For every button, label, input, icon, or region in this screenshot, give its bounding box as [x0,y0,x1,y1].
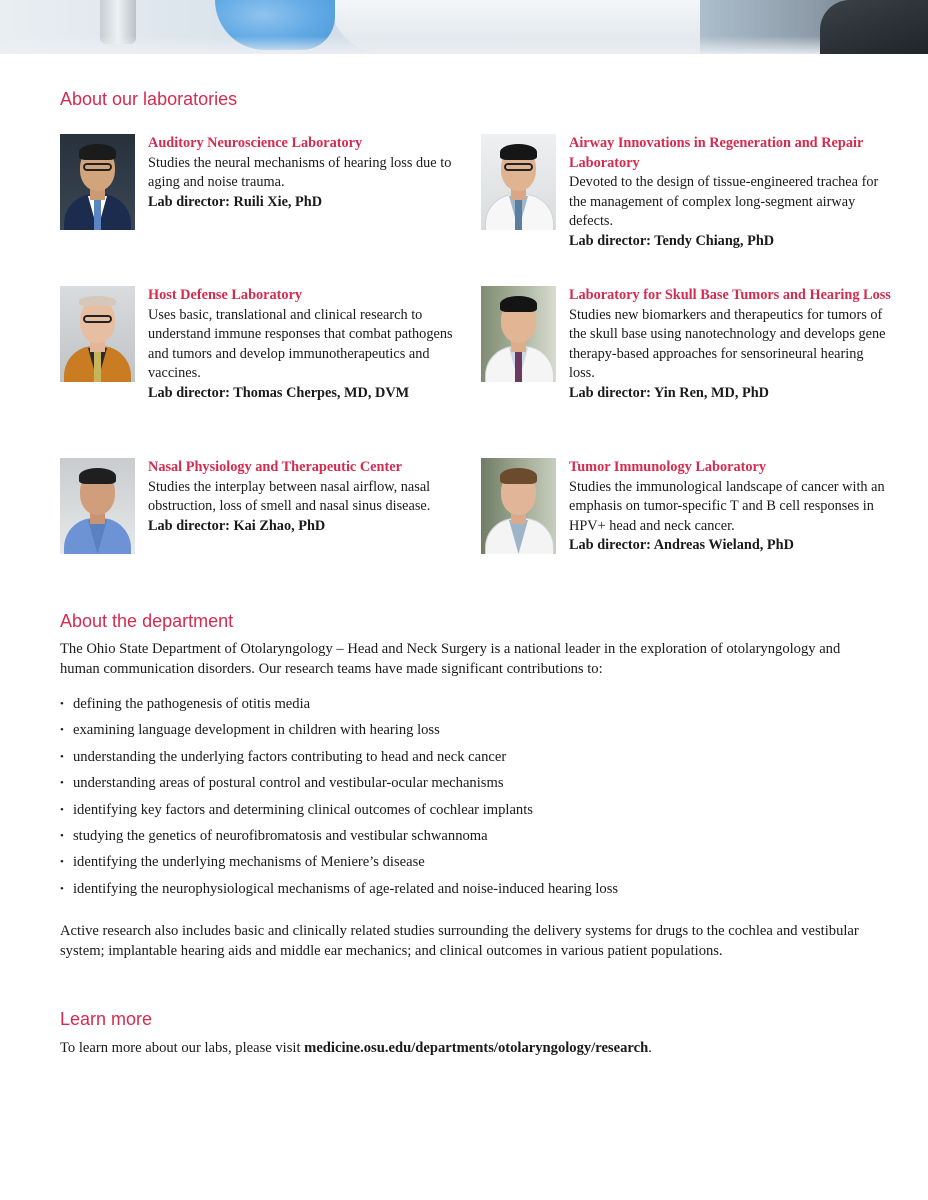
lab-director: Lab director: Thomas Cherpes, MD, DVM [148,384,410,401]
lab-director: Lab director: Tendy Chiang, PhD [569,232,775,249]
list-item: • understanding the underlying factors contributing to head and neck cancer [60,747,880,773]
learn-more-text: To learn more about our labs, please visit [60,1040,305,1056]
lab-name: Airway Innovations in Regeneration and Repair Laboratory [569,135,864,171]
department-intro: The Ohio State Department of Otolaryngology – Head and Neck Surgery is a national leader in the exploration of otolaryngology and human communication disorders. Our research teams have made significant contributions to: [60,641,841,677]
lab-name: Nasal Physiology and Therapeutic Center [148,459,402,475]
learn-more-heading: Learn more [60,1009,153,1029]
lab-director: Lab director: Kai Zhao, PhD [148,517,326,534]
lab-name: Laboratory for Skull Base Tumors and Hearing Loss [569,287,891,303]
active-research-paragraph: Active research also includes basic and clinically related studies surrounding the delivery systems for drugs to the cochlea and vestibular system; implantable hearing aids and middle ear mechanics; and clinical outcomes in various patient populations. [60,923,859,959]
list-item: • understanding areas of postural control and vestibular-ocular mechanisms [60,773,880,799]
lab-card-airway-innovations [481,134,891,284]
lab-card-nasal-physiology [60,458,470,608]
lab-name: Host Defense Laboratory [148,287,303,303]
lab-card-auditory-neuroscience [60,134,470,284]
list-item: • identifying the underlying mechanisms of Meniere’s disease [60,852,880,878]
list-item: • examining language development in children with hearing loss [60,720,880,746]
lab-name: Auditory Neuroscience Laboratory [148,135,363,151]
list-item: • defining the pathogenesis of otitis media [60,694,880,720]
lab-name: Tumor Immunology Laboratory [569,459,767,475]
list-item: • studying the genetics of neurofibromatosis and vestibular schwannoma [60,826,880,852]
portrait-yin-ren [481,286,556,382]
contributions-list [60,694,880,905]
lab-director: Lab director: Yin Ren, MD, PhD [569,384,770,401]
header-lab-photo [0,0,928,54]
department-heading: About the department [60,611,234,631]
portrait-tendy-chiang [481,134,556,230]
lab-description: Studies new biomarkers and therapeutics for tumors of the skull base using nanotechnology and develops gene therapy-based approaches for sensorineural hearing loss. [569,306,886,381]
list-item: • identifying the neurophysiological mechanisms of age-related and noise-induced hearing loss [60,879,880,905]
lab-director: Lab director: Andreas Wieland, PhD [569,537,794,553]
lab-card-host-defense [60,286,470,436]
portrait-andreas-wieland [481,458,556,554]
lab-description: Studies the neural mechanisms of hearing loss due to aging and noise trauma. [148,154,452,190]
lab-card-tumor-immunology [481,458,891,608]
labs-heading: About our laboratories [60,89,238,109]
lab-director: Lab director: Ruili Xie, PhD [148,193,323,210]
lab-description: Studies the immunological landscape of cancer with an emphasis on tumor-specific T and B cell responses in HPV+ head and neck cancer. [569,478,885,534]
portrait-ruili-xie [60,134,135,230]
learn-more-paragraph [60,1038,870,1058]
research-link[interactable]: medicine.osu.edu/departments/otolaryngology/research [304,1040,649,1056]
lab-card-skull-base-tumors [481,286,891,436]
portrait-kai-zhao [60,458,135,554]
lab-description: Studies the interplay between nasal airflow, nasal obstruction, loss of smell and nasal sinus disease. [148,478,431,514]
portrait-thomas-cherpes [60,286,135,382]
lab-description: Devoted to the design of tissue-engineered trachea for the management of complex long-segment airway defects. [569,174,879,229]
lab-description: Uses basic, translational and clinical research to understand immune responses that combat pathogens and tumors and develop immunotherapeutics and vaccines. [148,306,453,381]
learn-more-end: . [648,1040,652,1056]
list-item: • identifying key factors and determining clinical outcomes of cochlear implants [60,800,880,826]
